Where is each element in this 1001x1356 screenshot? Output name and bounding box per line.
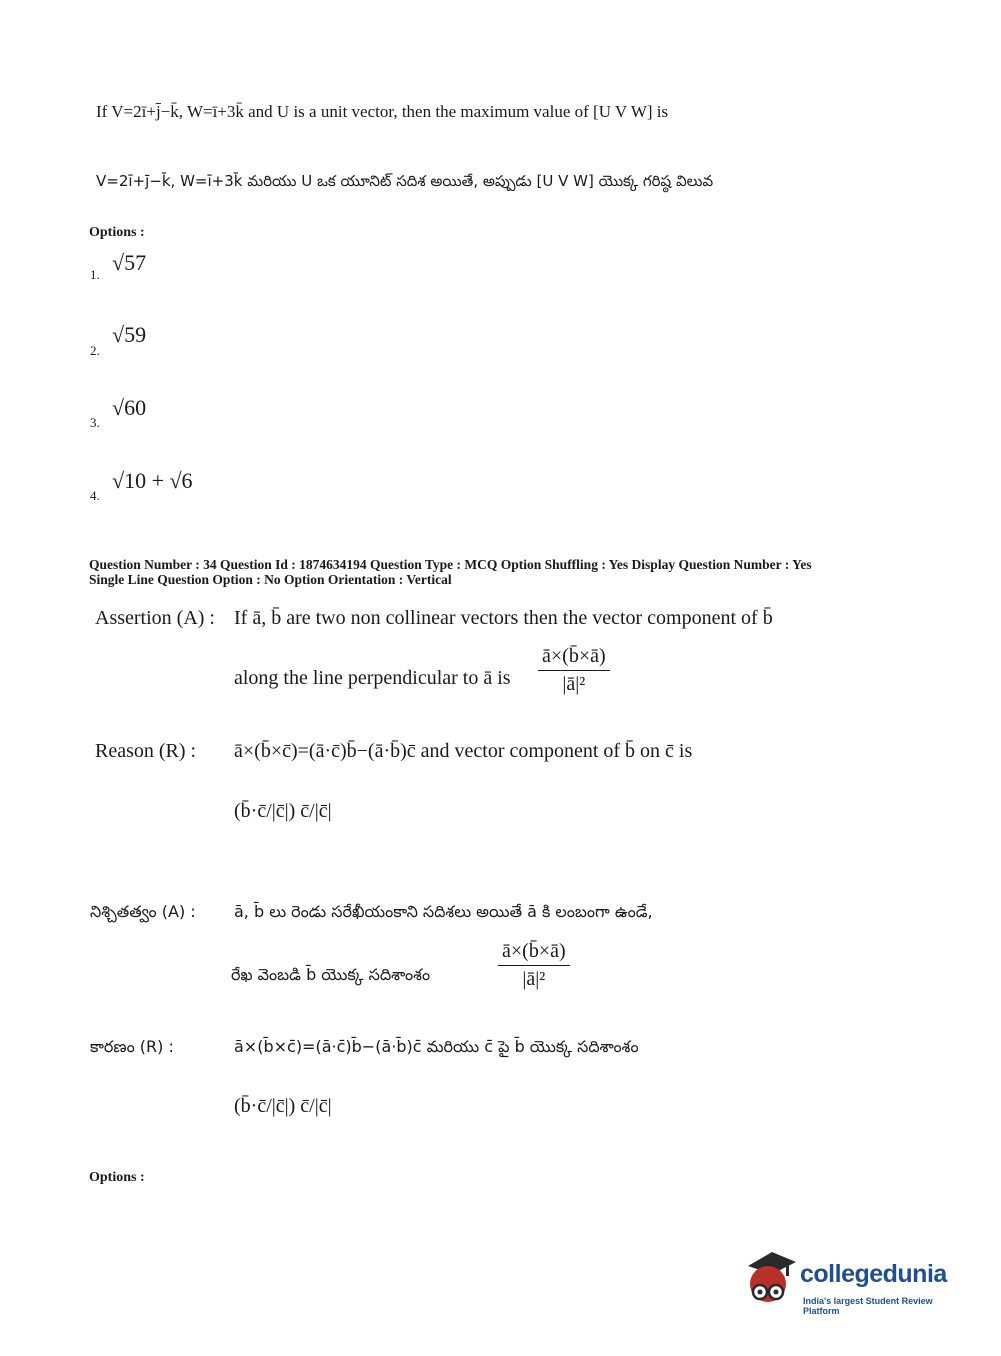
- q33-option-1-value: √57: [112, 250, 147, 275]
- logo-wordmark: collegedunia: [800, 1260, 947, 1288]
- q34-meta-line-2: Single Line Question Option : No Option Orientation : Vertical: [89, 572, 452, 587]
- q33-option-4-number: 4.: [90, 488, 100, 503]
- q33-option-2-value: √59: [112, 322, 147, 347]
- telugu-assertion-label: నిశ్చితత్వం (A) :: [90, 902, 196, 921]
- q33-telugu-text: V=2ī+j̄−k̄, W=ī+3k̄ మరియు U ఒక యూనిట్ సదిశ అయితే, అప్పుడు [U V W] యొక్క గరిష్ఠ విలువ: [96, 172, 714, 190]
- telugu-assertion-fraction-numerator: ā×(b̄×ā): [498, 940, 570, 966]
- reason-line-1: ā×(b̄×c̄)=(ā·c̄)b̄−(ā·b̄)c̄ and vector component of b̄ on c̄ is: [234, 740, 693, 762]
- assertion-line-2: along the line perpendicular to ā is: [234, 667, 511, 689]
- assertion-fraction-numerator: ā×(b̄×ā): [538, 645, 610, 671]
- telugu-assertion-line-1: ā, b̄ లు రెండు సరేఖీయంకాని సదిశలు అయితే ā కి లంబంగా ఉండే,: [234, 902, 653, 921]
- q33-options-label: Options :: [89, 225, 145, 240]
- telugu-assertion-fraction-denominator: |ā|²: [522, 968, 546, 990]
- telugu-assertion-line-2: రేఖ వెంబడి b̄ యొక్క సదిశాంశం: [231, 965, 431, 984]
- q33-option-1-number: 1.: [90, 267, 100, 282]
- reason-label: Reason (R) :: [95, 740, 197, 762]
- assertion-line-1: If ā, b̄ are two non collinear vectors then the vector component of b̄: [234, 607, 773, 629]
- telugu-assertion-fraction: [498, 940, 570, 991]
- logo-tagline: India's largest Student Review Platform: [803, 1296, 933, 1316]
- q33-option-2-number: 2.: [90, 343, 100, 358]
- mascot-icon: [740, 1248, 798, 1310]
- reason-line-2: (b̄·c̄/|c̄|) c̄/|c̄|: [234, 800, 332, 822]
- q33-option-3-number: 3.: [90, 415, 100, 430]
- q34-options-label: Options :: [89, 1170, 145, 1185]
- q33-option-3-value: √60: [112, 395, 147, 420]
- collegedunia-logo: [740, 1248, 970, 1318]
- assertion-fraction: [538, 645, 610, 696]
- q33-option-4-value: √10 + √6: [112, 468, 193, 493]
- telugu-reason-label: కారణం (R) :: [90, 1037, 174, 1056]
- assertion-fraction-denominator: |ā|²: [562, 673, 586, 695]
- assertion-label: Assertion (A) :: [95, 607, 215, 629]
- q33-english-text: If V=2ī+j̄−k̄, W=ī+3k̄ and U is a unit vector, then the maximum value of [U V W] is: [96, 102, 669, 121]
- telugu-reason-line-2: (b̄·c̄/|c̄|) c̄/|c̄|: [234, 1095, 332, 1117]
- telugu-reason-line-1: ā×(b̄×c̄)=(ā·c̄)b̄−(ā·b̄)c̄ మరియు c̄ పై b̄ యొక్క సదిశాంశం: [234, 1037, 639, 1056]
- q34-meta-line-1: Question Number : 34 Question Id : 1874634194 Question Type : MCQ Option Shuffling : Yes Display Question Number : Yes: [89, 557, 812, 572]
